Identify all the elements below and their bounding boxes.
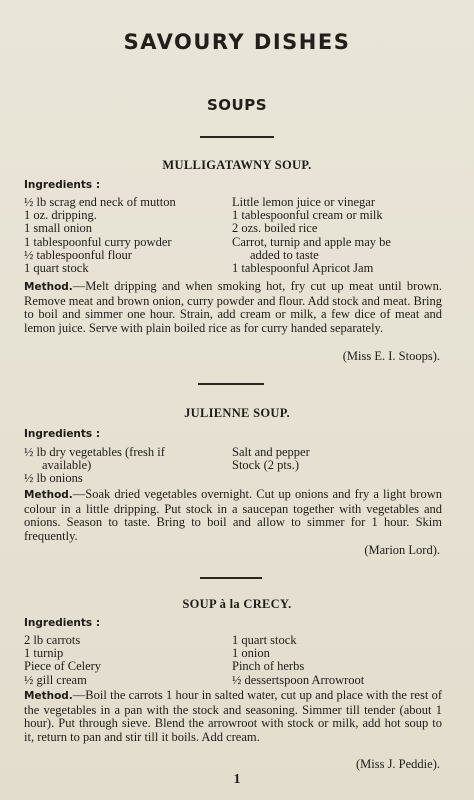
ingredients-right	[232, 634, 364, 687]
method-body: —Boil the carrots 1 hour in salted water, cut up and place with the rest of the vegetables in a pan with the stock and seasoning. Simmer till tender (about 1 hour). Put through sieve. Blend the arrowroot with stock or milk, add hot soup to it, return to pan and stir till it boils. Add cream.	[24, 688, 442, 744]
ingredient-item: 1 small onion	[24, 221, 93, 236]
ingredients-right	[232, 196, 391, 275]
method-text	[24, 280, 442, 335]
ingredient-item: Little lemon juice or vinegar	[232, 195, 376, 209]
divider-rule	[200, 136, 274, 138]
ingredient-item: ½ lb scrag end neck of mutton	[24, 195, 176, 209]
ingredient-item: ½ dessertspoon Arrowroot	[232, 672, 365, 687]
ingredients-left	[24, 196, 176, 275]
ingredient-item: Pinch of herbs	[232, 659, 305, 674]
method-body: —Soak dried vegetables overnight. Cut up onions and fry a light brown colour in a little dripping. Put stock in a saucepan together with vegetables and onions. Season to taste. Bring to boil and allow to simmer for 1 hour. Skim frequently.	[24, 487, 442, 543]
ingredient-item: 1 tablespoonful curry powder	[24, 234, 172, 249]
method-label: Method.	[24, 281, 73, 293]
ingredient-item: 1 tablespoonful cream or milk	[232, 208, 383, 223]
method-body: —Melt dripping and when smoking hot, fry cut up meat until brown. Remove meat and brown onion, curry powder and flour. Add stock and meat. Bring to boil and simmer one hour. Strain, add cream or milk, a few dice of meat and lemon juice. Serve with plain boiled rice as for curry handed separately.	[24, 279, 442, 335]
method-label: Method.	[24, 489, 73, 501]
ingredient-item: Salt and pepper	[232, 445, 310, 459]
ingredient-item: 1 onion	[232, 646, 270, 661]
ingredient-item: Piece of Celery	[24, 659, 102, 674]
ingredient-item: 1 quart stock	[24, 261, 89, 276]
ingredient-item: 2 lb carrots	[24, 633, 81, 647]
recipe-title: MULLIGATAWNY SOUP.	[162, 158, 312, 172]
ingredients-label: Ingredients :	[24, 428, 101, 440]
ingredient-item: ½ lb onions	[24, 471, 83, 486]
recipe-credit: (Marion Lord).	[364, 543, 440, 557]
ingredients-left	[24, 634, 101, 687]
section-title: SAVOURY DISHES	[123, 30, 351, 54]
method-text	[24, 488, 442, 543]
recipe-credit: (Miss E. I. Stoops).	[342, 349, 440, 363]
divider-rule	[198, 383, 264, 385]
ingredient-item: ½ tablespoonful flour	[24, 247, 132, 262]
divider-rule	[200, 577, 262, 579]
ingredient-item: 1 turnip	[24, 646, 64, 661]
ingredient-item: Stock (2 pts.)	[232, 458, 300, 473]
ingredient-item: available)	[42, 458, 92, 473]
ingredient-item: 1 oz. dripping.	[24, 208, 97, 223]
ingredient-item: 1 quart stock	[232, 633, 297, 647]
recipe-title: SOUP à la CRECY.	[182, 597, 292, 611]
method-text	[24, 689, 442, 744]
page-number: 1	[233, 772, 241, 787]
ingredient-item: Carrot, turnip and apple may be	[232, 234, 391, 249]
ingredient-item: 1 tablespoonful Apricot Jam	[232, 261, 374, 276]
recipe-title: JULIENNE SOUP.	[184, 406, 290, 420]
sub-title: SOUPS	[206, 96, 268, 114]
ingredients-label: Ingredients :	[24, 179, 101, 191]
ingredient-item: ½ gill cream	[24, 672, 87, 687]
ingredients-left	[24, 446, 165, 486]
recipe-credit: (Miss J. Peddie).	[355, 757, 440, 771]
ingredient-item: added to taste	[250, 247, 319, 262]
ingredient-item: ½ lb dry vegetables (fresh if	[24, 445, 165, 459]
ingredients-label: Ingredients :	[24, 617, 101, 629]
method-label: Method.	[24, 690, 73, 702]
ingredient-item: 2 ozs. boiled rice	[232, 221, 318, 236]
ingredients-right	[232, 446, 310, 472]
